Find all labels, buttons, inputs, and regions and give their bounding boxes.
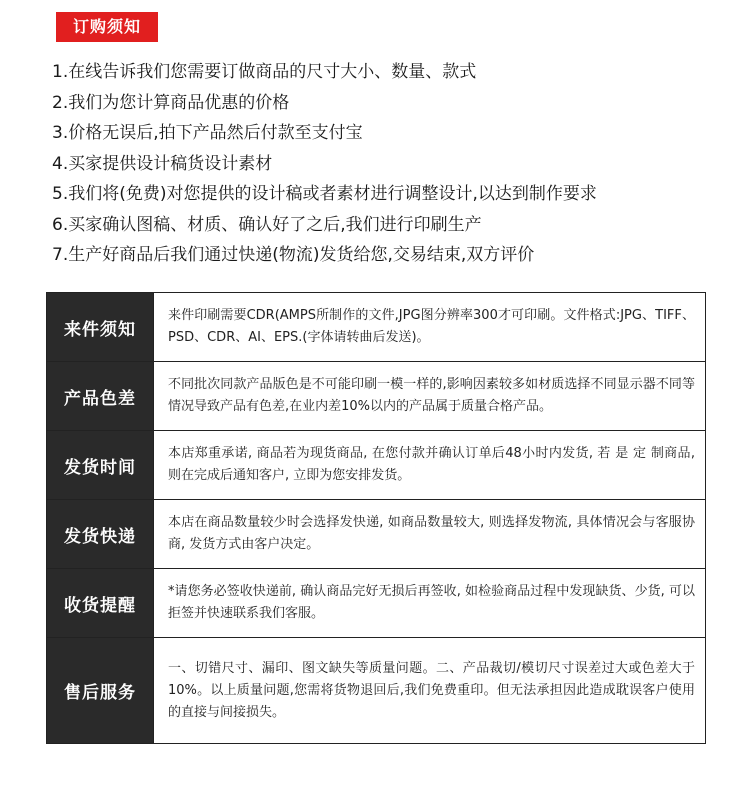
row-text: 本店郑重承诺, 商品若为现货商品, 在您付款并确认订单后48小时内发货, 若 是 定 制商品, 则在完成后通知客户, 立即为您安排发货。 xyxy=(154,431,706,500)
ordering-steps-list xyxy=(52,57,597,271)
row-header: 收货提醒 xyxy=(47,569,154,638)
row-text: *请您务必签收快递前, 确认商品完好无损后再签收, 如检验商品过程中发现缺货、少货, 可以拒签并快速联系我们客服。 xyxy=(154,569,706,638)
table-row xyxy=(47,569,706,638)
table-row xyxy=(47,362,706,431)
row-text: 来件印刷需要CDR(AMPS所制作的文件,JPG图分辨率300才可印刷。文件格式:JPG、TIFF、PSD、CDR、AI、EPS.(字体请转曲后发送)。 xyxy=(154,293,706,362)
notice-title-badge: 订购须知 xyxy=(56,12,158,42)
step-item: 4.买家提供设计稿货设计素材 xyxy=(52,153,273,174)
step-item: 5.我们将(免费)对您提供的设计稿或者素材进行调整设计,以达到制作要求 xyxy=(52,184,597,204)
row-header: 来件须知 xyxy=(47,293,154,362)
policy-table xyxy=(46,292,706,744)
row-header: 发货时间 xyxy=(47,431,154,500)
step-item: 1.在线告诉我们您需要订做商品的尺寸大小、数量、款式 xyxy=(52,62,477,82)
row-text: 本店在商品数量较少时会选择发快递, 如商品数量较大, 则选择发物流, 具体情况会与客服协商, 发货方式由客户决定。 xyxy=(154,500,706,569)
step-item: 7.生产好商品后我们通过快递(物流)发货给您,交易结束,双方评价 xyxy=(52,245,535,265)
table-row xyxy=(47,500,706,569)
row-text: 不同批次同款产品版色是不可能印刷一模一样的,影响因素较多如材质选择不同显示器不同等情况导致产品有色差,在业内差10%以内的产品属于质量合格产品。 xyxy=(154,362,706,431)
step-item: 3.价格无误后,拍下产品然后付款至支付宝 xyxy=(52,123,363,143)
row-header: 产品色差 xyxy=(47,362,154,431)
step-item: 2.我们为您计算商品优惠的价格 xyxy=(52,92,290,113)
step-item: 6.买家确认图稿、材质、确认好了之后,我们进行印刷生产 xyxy=(52,214,482,235)
row-header: 发货快递 xyxy=(47,500,154,569)
row-text: 一、切错尺寸、漏印、图文缺失等质量问题。二、产品裁切/模切尺寸误差过大或色差大于10%。以上质量问题,您需将货物退回后,我们免费重印。但无法承担因此造成耽误客户使用的直接与间接损失。 xyxy=(154,638,706,744)
table-row xyxy=(47,293,706,362)
row-header: 售后服务 xyxy=(47,638,154,744)
table-row xyxy=(47,638,706,744)
table-row xyxy=(47,431,706,500)
